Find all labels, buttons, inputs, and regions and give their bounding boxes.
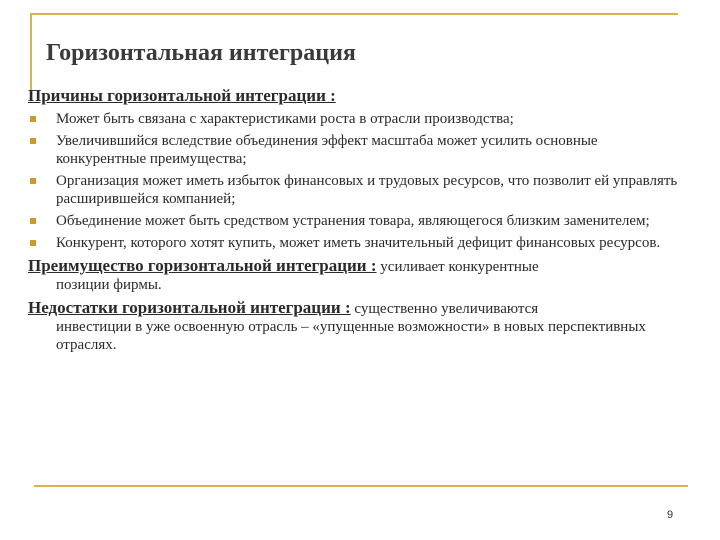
reason-item: Конкурент, которого хотят купить, может иметь значительный дефицит финансовых ресурсов. xyxy=(28,234,688,252)
drawbacks-paragraph xyxy=(28,298,688,354)
slide-content xyxy=(28,86,688,354)
drawbacks-text-rest: инвестиции в уже освоенную отрасль – «упущенные возможности» в новых перспективных отраслях. xyxy=(56,319,646,353)
reason-item: Увеличившийся вследствие объединения эффект масштаба может усилить основные конкурентные преимущества; xyxy=(28,132,688,168)
page-number: 9 xyxy=(667,509,674,521)
advantage-text-first: усиливает конкурентные xyxy=(380,259,539,275)
slide-title: Горизонтальная интеграция xyxy=(46,40,356,66)
advantage-paragraph xyxy=(28,256,688,294)
advantage-text-rest: позиции фирмы. xyxy=(56,277,162,293)
drawbacks-heading: Недостатки горизонтальной интеграции : xyxy=(28,298,351,317)
frame-top-line xyxy=(30,13,678,15)
reason-item: Объединение может быть средством устранения товара, являющегося близким заменителем; xyxy=(28,212,688,230)
reason-item: Организация может иметь избыток финансовых и трудовых ресурсов, что позволит ей управлять расширившейся компанией; xyxy=(28,172,688,208)
advantage-heading: Преимущество горизонтальной интеграции : xyxy=(28,256,377,275)
frame-bottom-line xyxy=(34,485,688,487)
reasons-list xyxy=(28,110,688,252)
reasons-heading: Причины горизонтальной интеграции : xyxy=(28,86,336,105)
frame-left-line xyxy=(30,13,32,97)
reason-item: Может быть связана с характеристиками роста в отрасли производства; xyxy=(28,110,688,128)
drawbacks-text-first: существенно увеличиваются xyxy=(354,301,539,317)
